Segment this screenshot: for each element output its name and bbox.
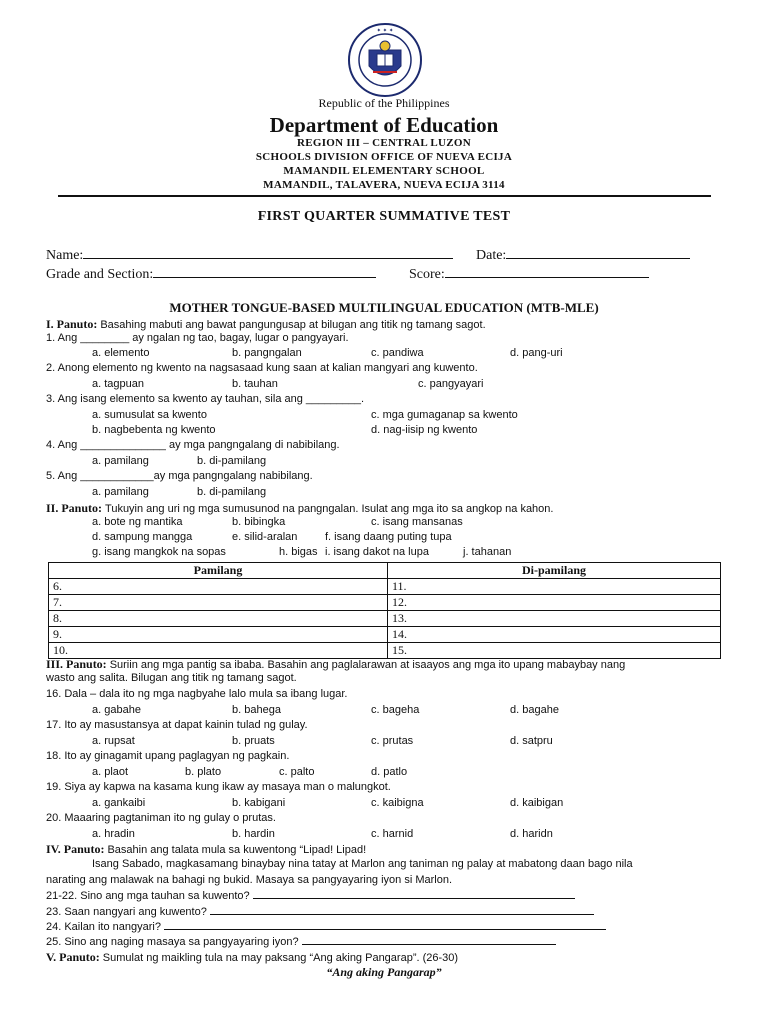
q16-stem: 16. Dala – dala ito ng mga nagbyahe lalo mula sa ibang lugar. [46,688,348,700]
answer-cell-11[interactable]: 11. [388,579,721,595]
answer-cell-15[interactable]: 15. [388,643,721,659]
q23-stem: 23. Saan nangyari ang kuwento? [46,906,207,918]
q21-22-stem: 21-22. Sino ang mga tauhan sa kuwento? [46,890,250,902]
q1-stem: 1. Ang ________ ay ngalan ng tao, bagay, lugar o pangyayari. [46,332,349,344]
answer-cell-9[interactable]: 9. [49,627,388,643]
q20-option-b[interactable]: b. hardin [232,828,275,840]
q3-option-c[interactable]: c. mga gumaganap sa kwento [371,409,518,421]
p2-item-d: d. sampung mangga [92,531,193,543]
p2-item-e: e. silid-aralan [232,531,298,543]
q3-option-d[interactable]: d. nag-iisip ng kwento [371,424,478,436]
part2-label: II. Panuto: [46,501,103,515]
answer-cell-14[interactable]: 14. [388,627,721,643]
p2-item-h: h. bigas [279,546,318,558]
q3-option-b[interactable]: b. nagbebenta ng kwento [92,424,216,436]
q16-option-b[interactable]: b. bahega [232,704,281,716]
part5-label: V. Panuto: [46,950,100,964]
q18-stem: 18. Ito ay ginagamit upang paglagyan ng pagkain. [46,750,290,762]
p2-item-b: b. bibingka [232,516,286,528]
answer-cell-6[interactable]: 6. [49,579,388,595]
table-row [49,627,721,643]
header-di-pamilang: Di-pamilang [388,563,721,579]
q25-stem: 25. Sino ang naging masaya sa pangyayaring iyon? [46,936,299,948]
q3-option-a[interactable]: a. sumusulat sa kwento [92,409,207,421]
q20-stem: 20. Maaaring pagtaniman ito ng gulay o prutas. [46,812,276,824]
part1-label: I. Panuto: [46,317,98,331]
name-label: Name: [46,248,84,263]
q5-stem: 5. Ang ____________ay mga pangngalang nabibilang. [46,470,313,482]
q20-option-c[interactable]: c. harnid [371,828,414,840]
p2-item-c: c. isang mansanas [371,516,463,528]
q19-option-a[interactable]: a. gankaibi [92,797,146,809]
q2-stem: 2. Anong elemento ng kwento na nagsasaad kung saan at kalian mangyari ang kuwento. [46,362,478,374]
q24 [46,920,606,933]
grade-label: Grade and Section: [46,267,154,282]
q25 [46,935,556,948]
q19-stem: 19. Siya ay kapwa na kasama kung ikaw ay masaya man o malungkot. [46,781,391,793]
grade-input-line[interactable] [153,265,376,278]
name-field [46,246,453,264]
story-line-1: Isang Sabado, magkasamang binaybay nina tatay at Marlon ang taniman ng palay at mabatong daan bago nila [92,858,633,870]
header-divider [58,195,711,197]
poem-title: “Ang aking Pangarap” [326,965,442,979]
score-label: Score: [409,267,445,282]
q17-option-d[interactable]: d. satpru [510,735,553,747]
q1-option-c[interactable]: c. pandiwa [371,347,424,359]
q17-option-a[interactable]: a. rupsat [92,735,135,747]
p2-item-j: j. tahanan [463,546,512,558]
subject-title: MOTHER TONGUE-BASED MULTILINGUAL EDUCATION (MTB-MLE) [169,300,599,315]
q24-answer-line[interactable] [164,920,606,930]
q18-option-d[interactable]: d. patlo [371,766,408,778]
q23 [46,905,594,918]
q24-stem: 24. Kailan ito nangyari? [46,921,161,933]
table-row [49,595,721,611]
score-input-line[interactable] [445,265,649,278]
q16-option-a[interactable]: a. gabahe [92,704,141,716]
part2-instruction [46,501,553,516]
table-row [49,579,721,595]
noun-classification-table [48,562,721,659]
division-text: SCHOOLS DIVISION OFFICE OF NUEVA ECIJA [255,151,513,163]
q21-22 [46,889,575,902]
q16-option-d[interactable]: d. bagahe [510,704,559,716]
story-line-2: narating ang malawak na bahagi ng bukid. Masaya sa pangyayaring iyon si Marlon. [46,874,453,886]
p2-item-i: i. isang dakot na lupa [325,546,429,558]
q5-option-b[interactable]: b. di-pamilang [197,486,267,498]
date-input-line[interactable] [506,246,690,259]
q16-option-c[interactable]: c. bageha [371,704,420,716]
q1-option-b[interactable]: b. pangngalan [232,347,302,359]
q19-option-c[interactable]: c. kaibigna [371,797,424,809]
grade-field [46,265,376,283]
part2-text: Tukuyin ang uri ng mga sumusunod na pangngalan. Isulat ang mga ito sa angkop na kahon. [105,503,554,515]
date-field [476,246,690,264]
republic-text: Republic of the Philippines [318,96,450,110]
part4-text: Basahin ang talata mula sa kuwentong “Lipad! Lipad! [107,844,367,856]
q2-option-b[interactable]: b. tauhan [232,378,278,390]
p2-item-a: a. bote ng mantika [92,516,183,528]
table-row [49,611,721,627]
q17-option-c[interactable]: c. prutas [371,735,414,747]
answer-cell-13[interactable]: 13. [388,611,721,627]
q1-option-d[interactable]: d. pang-uri [510,347,563,359]
p2-item-g: g. isang mangkok na sopas [92,546,226,558]
score-field [409,265,649,283]
answer-cell-8[interactable]: 8. [49,611,388,627]
department-title: Department of Education [269,113,499,137]
q25-answer-line[interactable] [302,935,556,945]
q2-option-c[interactable]: c. pangyayari [418,378,484,390]
q19-option-d[interactable]: d. kaibigan [510,797,564,809]
part5-text: Sumulat ng maikling tula na may paksang “Ang aking Pangarap”. (26-30) [102,952,459,964]
q20-option-d[interactable]: d. haridn [510,828,553,840]
answer-cell-7[interactable]: 7. [49,595,388,611]
school-text: MAMANDIL ELEMENTARY SCHOOL [283,165,485,177]
part4-label: IV. Panuto: [46,842,105,856]
name-input-line[interactable] [83,246,453,259]
q18-option-c[interactable]: c. palto [279,766,315,778]
part4-instruction [46,842,366,857]
q18-option-a[interactable]: a. plaot [92,766,129,778]
answer-cell-12[interactable]: 12. [388,595,721,611]
date-label: Date: [476,248,507,263]
region-text: REGION III – CENTRAL LUZON [296,137,472,149]
part3-text1: Suriin ang mga pantig sa ibaba. Basahin ang paglalarawan at isaayos ang mga ito upang mabaybay nang [109,659,626,671]
part5-instruction [46,950,458,965]
answer-cell-10[interactable]: 10. [49,643,388,659]
svg-text:✦ ✦ ✦: ✦ ✦ ✦ [376,28,394,34]
q19-option-b[interactable]: b. kabigani [232,797,286,809]
test-title: FIRST QUARTER SUMMATIVE TEST [257,209,511,224]
q3-stem: 3. Ang isang elemento sa kwento ay tauhan, sila ang _________. [46,393,365,405]
part3-label: III. Panuto: [46,657,107,671]
deped-seal-logo [347,22,423,98]
q21-22-answer-line[interactable] [253,889,575,899]
part3-instruction [46,657,625,672]
q4-stem: 4. Ang ______________ ay mga pangngalang di nabibilang. [46,439,340,451]
address-text: MAMANDIL, TALAVERA, NUEVA ECIJA 3114 [263,179,505,191]
q17-stem: 17. Ito ay masustansya at dapat kainin tulad ng gulay. [46,719,308,731]
q1-option-a[interactable]: a. elemento [92,347,150,359]
q17-option-b[interactable]: b. pruats [232,735,275,747]
q2-option-a[interactable]: a. tagpuan [92,378,144,390]
q4-option-b[interactable]: b. di-pamilang [197,455,267,467]
p2-item-f: f. isang daang puting tupa [325,531,452,543]
q5-option-a[interactable]: a. pamilang [92,486,149,498]
header-pamilang: Pamilang [49,563,388,579]
q4-option-a[interactable]: a. pamilang [92,455,149,467]
q18-option-b[interactable]: b. plato [185,766,222,778]
part1-instruction [46,317,486,332]
q20-option-a[interactable]: a. hradin [92,828,135,840]
q23-answer-line[interactable] [210,905,594,915]
part1-text: Basahing mabuti ang bawat pangungusap at bilugan ang titik ng tamang sagot. [100,319,486,331]
part3-text2: wasto ang salita. Bilugan ang titik ng tamang sagot. [46,672,297,684]
table-header-row [49,563,721,579]
